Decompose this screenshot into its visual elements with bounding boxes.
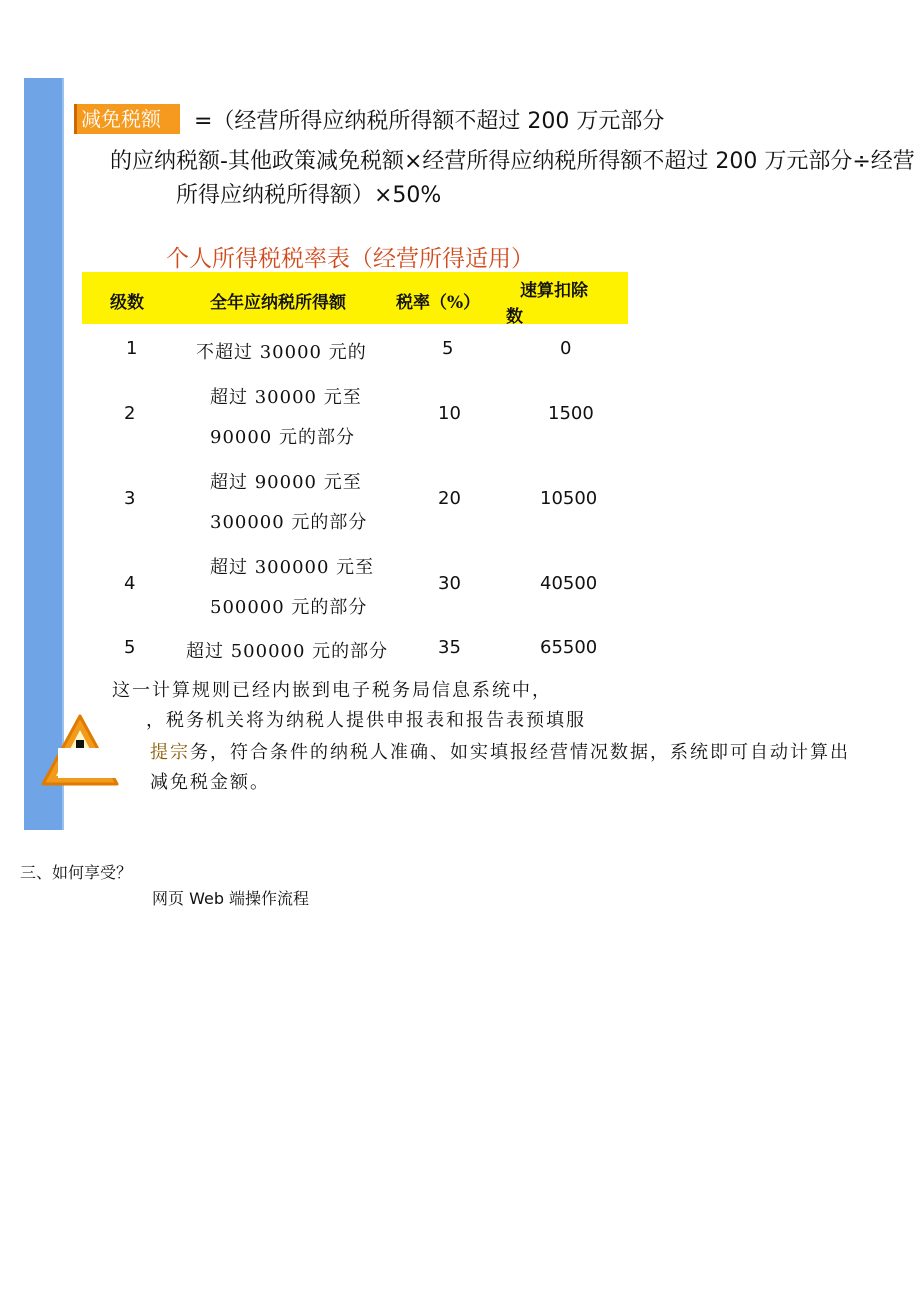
notice-line-3 — [150, 738, 850, 764]
cell-range: 超过 30000 元至 — [210, 387, 362, 408]
header-income: 全年应纳税所得额 — [210, 293, 346, 313]
formula-line-3: 所得应纳税所得额）×50% — [176, 183, 442, 208]
reduction-amount-tag: 减免税额 — [74, 104, 180, 134]
cell-rate: 10 — [438, 403, 461, 424]
cell-range: 超过 500000 元的部分 — [186, 641, 389, 662]
cell-deduction: 0 — [560, 338, 572, 359]
section-subheading: 网页 Web 端操作流程 — [152, 889, 310, 908]
cell-range: 不超过 30000 元的 — [196, 342, 367, 363]
cell-range: 超过 90000 元至 — [210, 472, 362, 493]
cell-deduction: 1500 — [548, 403, 594, 424]
header-rate: 税率（%） — [396, 293, 481, 313]
formula-line-2: 的应纳税额-其他政策减免税额×经营所得应纳税所得额不超过 200 万元部分÷经营 — [110, 149, 915, 174]
cell-level: 4 — [124, 573, 136, 594]
tip-label: 提宗 — [150, 742, 190, 763]
notice-line-1: 这一计算规则已经内嵌到电子税务局信息系统中， — [112, 680, 552, 701]
header-deduction-cont: 数 — [506, 307, 523, 327]
notice-line-4: 减免税金额。 — [150, 772, 270, 793]
warning-icon-mask — [58, 748, 120, 778]
cell-range-cont: 300000 元的部分 — [210, 512, 368, 533]
cell-range-cont: 500000 元的部分 — [210, 597, 368, 618]
cell-rate: 30 — [438, 573, 461, 594]
header-deduction: 速算扣除 — [520, 281, 588, 301]
section-heading: 三、如何享受？ — [20, 863, 133, 882]
header-level: 级数 — [110, 293, 144, 313]
notice-line-2: ，税务机关将为纳税人提供申报表和报告表预填服 — [146, 710, 586, 731]
tax-table-title: 个人所得税税率表（经营所得适用） — [166, 246, 534, 272]
cell-deduction: 40500 — [540, 573, 598, 594]
cell-range: 超过 300000 元至 — [210, 557, 375, 578]
cell-rate: 20 — [438, 488, 461, 509]
cell-rate: 5 — [442, 338, 454, 359]
cell-level: 2 — [124, 403, 136, 424]
cell-level: 1 — [126, 338, 138, 359]
notice-line-3-text: 务，符合条件的纳税人准确、如实填报经营情况数据，系统即可自动计算出 — [190, 742, 850, 763]
cell-rate: 35 — [438, 637, 461, 658]
cell-deduction: 10500 — [540, 488, 598, 509]
formula-line-1: =（经营所得应纳税所得额不超过 200 万元部分 — [194, 109, 665, 134]
cell-level: 3 — [124, 488, 136, 509]
cell-level: 5 — [124, 637, 136, 658]
cell-deduction: 65500 — [540, 637, 598, 658]
cell-range-cont: 90000 元的部分 — [210, 427, 355, 448]
